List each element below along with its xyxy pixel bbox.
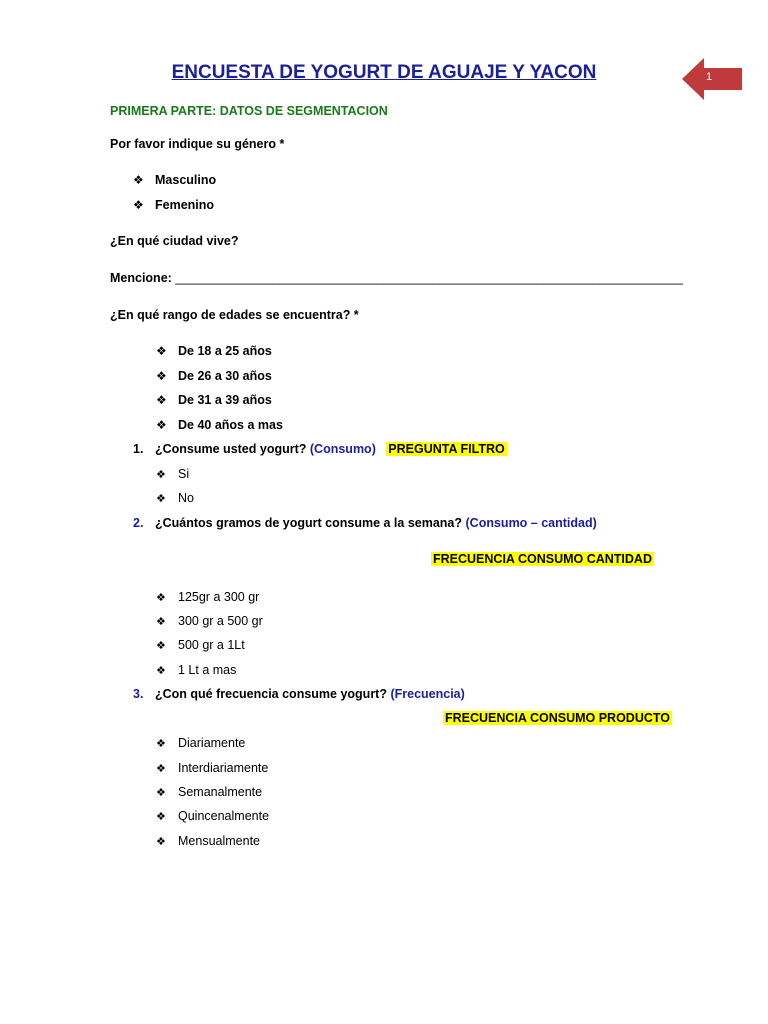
- question-tag: (Frecuencia): [390, 687, 465, 701]
- diamond-bullet-icon: ❖: [156, 418, 167, 432]
- q3-option: ❖ Interdiariamente: [156, 761, 269, 775]
- q3-option: ❖ Quincenalmente: [156, 809, 270, 823]
- age-option: ❖ De 31 a 39 años: [156, 393, 272, 407]
- diamond-bullet-icon: ❖: [156, 344, 167, 358]
- document-title: ENCUESTA DE YOGURT DE AGUAJE Y YACON: [171, 62, 597, 83]
- diamond-outline-bullet-icon: ❖: [156, 592, 166, 604]
- diamond-outline-bullet-icon: ❖: [156, 787, 166, 799]
- q2-highlight: FRECUENCIA CONSUMO CANTIDAD: [433, 552, 652, 566]
- mention-line: _________________________________________________________________________: [175, 271, 683, 285]
- gender-question: Por favor indique su género *: [110, 137, 285, 151]
- diamond-outline-bullet-icon: ❖: [156, 763, 166, 775]
- diamond-bullet-icon: ❖: [133, 198, 144, 212]
- diamond-outline-bullet-icon: ❖: [156, 811, 166, 823]
- question-3: 3. ¿Con qué frecuencia consume yogurt? (Frecuencia): [133, 687, 465, 701]
- question-number: 2.: [133, 516, 144, 530]
- q1-option: ❖ No: [156, 491, 194, 505]
- question-1: 1. ¿Consume usted yogurt? (Consumo) PREGUNTA FILTRO: [133, 442, 505, 456]
- section-heading: PRIMERA PARTE: DATOS DE SEGMENTACION: [110, 104, 388, 118]
- diamond-outline-bullet-icon: ❖: [156, 469, 166, 481]
- diamond-outline-bullet-icon: ❖: [156, 836, 166, 848]
- diamond-outline-bullet-icon: ❖: [156, 665, 166, 677]
- question-tag: (Consumo): [309, 442, 376, 456]
- q2-option: ❖ 125gr a 300 gr: [156, 590, 260, 604]
- diamond-outline-bullet-icon: ❖: [156, 640, 166, 652]
- q2-option: ❖ 300 gr a 500 gr: [156, 614, 263, 628]
- diamond-bullet-icon: ❖: [133, 173, 144, 187]
- question-2: 2. ¿Cuántos gramos de yogurt consume a la semana? (Consumo – cantidad): [133, 516, 597, 530]
- q1-option: ❖ Si: [156, 467, 190, 481]
- question-tag: (Consumo – cantidad): [465, 516, 597, 530]
- age-question: ¿En qué rango de edades se encuentra? *: [110, 308, 359, 322]
- age-option: ❖ De 40 años a mas: [156, 418, 283, 432]
- diamond-bullet-icon: ❖: [156, 393, 167, 407]
- question-number: 1.: [133, 442, 144, 456]
- q2-option: ❖ 1 Lt a mas: [156, 663, 237, 677]
- q3-option: ❖ Semanalmente: [156, 785, 263, 799]
- page-arrow-icon: [682, 58, 744, 100]
- city-mention: Mencione: _________________________________________________________________________: [110, 271, 683, 285]
- highlight-label: PREGUNTA FILTRO: [388, 442, 505, 456]
- question-number: 3.: [133, 687, 144, 701]
- page-number: 1: [706, 71, 713, 83]
- q3-highlight: FRECUENCIA CONSUMO PRODUCTO: [445, 711, 671, 725]
- diamond-outline-bullet-icon: ❖: [156, 616, 166, 628]
- gender-option: ❖ Masculino: [133, 173, 217, 187]
- q2-option: ❖ 500 gr a 1Lt: [156, 638, 245, 652]
- age-option: ❖ De 18 a 25 años: [156, 344, 272, 358]
- gender-option: ❖ Femenino: [133, 198, 215, 212]
- q3-option: ❖ Mensualmente: [156, 834, 260, 848]
- age-option: ❖ De 26 a 30 años: [156, 369, 272, 383]
- city-question: ¿En qué ciudad vive?: [110, 234, 239, 248]
- q3-option: ❖ Diariamente: [156, 736, 246, 750]
- diamond-outline-bullet-icon: ❖: [156, 493, 166, 505]
- diamond-bullet-icon: ❖: [156, 369, 167, 383]
- diamond-outline-bullet-icon: ❖: [156, 738, 166, 750]
